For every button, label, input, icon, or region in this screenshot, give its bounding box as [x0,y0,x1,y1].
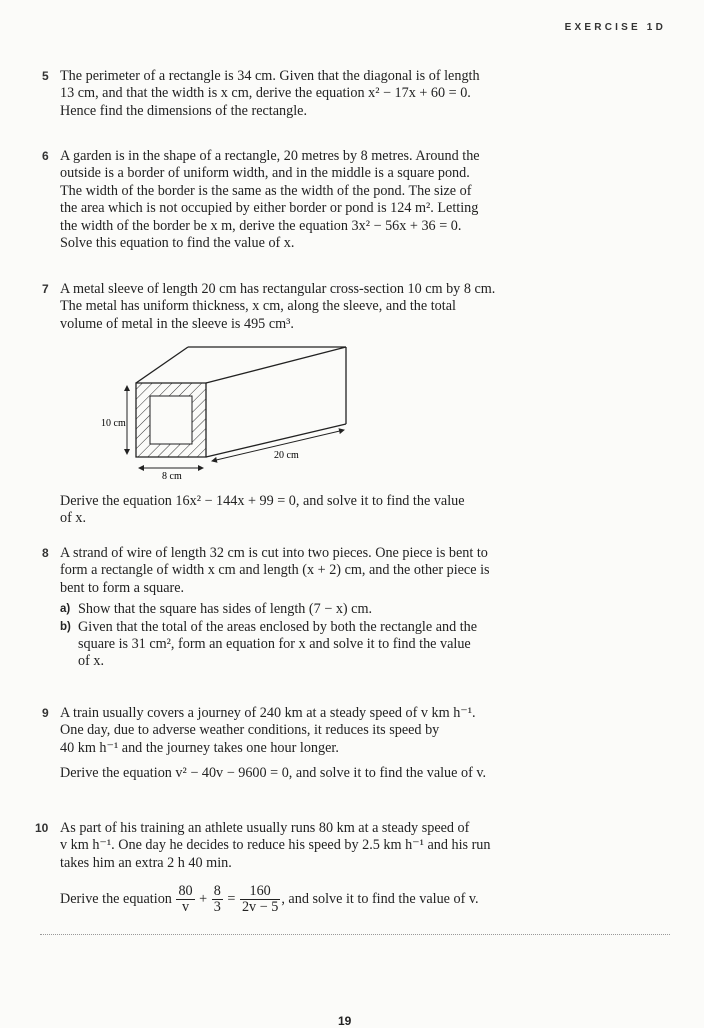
question-text-line: The width of the border is the same as the width of the pond. The size of [60,182,472,199]
question-text-line: outside is a border of uniform width, and in the middle is a square pond. [60,165,470,182]
metal-sleeve-diagram [92,344,372,484]
question-text-line: Derive the equation 16x² − 144x + 99 = 0, and solve it to find the value [60,493,465,509]
height-label: 10 cm [101,418,126,429]
question-text-line: square is 31 cm², form an equation for x and solve it to find the value [78,636,471,653]
fraction [212,884,223,915]
equation-operator: = [227,890,236,907]
question-number: 10 [35,821,49,835]
question-text-line: bent to form a square. [60,579,185,596]
hatched-cross-section [136,383,206,457]
equation-prefix: Derive the equation [60,890,172,907]
question-number: 8 [42,546,49,560]
question-7-instruction [60,493,546,528]
question-text-line: form a rectangle of width x cm and length (x + 2) cm, and the other piece is [60,562,490,579]
question-text-line: One day, due to adverse weather conditions, it reduces its speed by [60,722,440,739]
length-label: 20 cm [274,450,299,461]
question-text-line: Hence find the dimensions of the rectangle. [60,102,308,119]
question-9 [42,705,546,783]
question-text-line: A garden is in the shape of a rectangle, 20 metres by 8 metres. Around the [60,148,480,164]
exercise-header: EXERCISE 1D [564,22,666,33]
fraction [176,884,194,915]
fraction-denominator: v [181,899,190,916]
question-text-line: As part of his training an athlete usually runs 80 km at a steady speed of [60,820,470,836]
question-text-line: takes him an extra 2 h 40 min. [60,854,232,871]
page-number: 19 [338,1014,352,1028]
question-text-line: 40 km h⁻¹ and the journey takes one hour longer. [60,739,339,756]
equation-line [60,884,546,915]
question-text-line: Solve this equation to find the value of x. [60,235,295,252]
question-text-line: The perimeter of a rectangle is 34 cm. Given that the diagonal is of length [60,68,480,84]
question-8 [42,545,546,671]
part-label: a) [60,603,71,616]
fraction-denominator: 2v − 5 [241,899,279,916]
question-text-line: v km h⁻¹. One day he decides to reduce his speed by 2.5 km h⁻¹ and his run [60,837,491,854]
question-6 [42,148,546,252]
equation-suffix: , and solve it to find the value of v. [281,890,479,907]
question-number: 6 [42,149,49,163]
question-10 [35,820,546,916]
part-a [60,601,546,618]
sleeve-outline [136,347,346,457]
question-5 [42,68,546,120]
question-text-line: Derive the equation v² − 40v − 9600 = 0, and solve it to find the value of v. [60,765,487,782]
question-text-line: of x. [60,510,87,527]
fraction [240,884,280,915]
fraction-numerator: 80 [178,883,193,900]
fraction-numerator: 160 [240,884,280,900]
question-text-line: of x. [78,653,105,670]
question-text-line: volume of metal in the sleeve is 495 cm³. [60,315,294,332]
question-number: 9 [42,706,49,720]
question-text-line: Given that the total of the areas enclosed by both the rectangle and the [78,618,478,635]
question-text-line: A train usually covers a journey of 240 km at a steady speed of v km h⁻¹. [60,705,476,721]
fraction-denominator: 3 [213,899,221,916]
question-7 [42,281,546,333]
question-number: 5 [42,69,49,83]
width-label: 8 cm [162,471,182,482]
equation-operator: + [199,890,208,907]
fraction-numerator: 8 [213,883,221,900]
bottom-divider [40,934,670,935]
question-text-line: Show that the square has sides of length (7 − x) cm. [78,601,373,618]
question-text-line: The metal has uniform thickness, x cm, along the sleeve, and the total [60,298,456,315]
question-text-line: A strand of wire of length 32 cm is cut into two pieces. One piece is bent to [60,545,488,561]
question-number: 7 [42,282,49,296]
question-text-line: the width of the border be x m, derive the equation 3x² − 56x + 36 = 0. [60,217,462,234]
question-text-line: the area which is not occupied by either border or pond is 124 m². Letting [60,200,479,217]
part-label: b) [60,620,71,633]
part-b [60,619,546,671]
question-text-line: A metal sleeve of length 20 cm has rectangular cross-section 10 cm by 8 cm. [60,281,496,297]
question-text-line: 13 cm, and that the width is x cm, derive the equation x² − 17x + 60 = 0. [60,85,471,102]
